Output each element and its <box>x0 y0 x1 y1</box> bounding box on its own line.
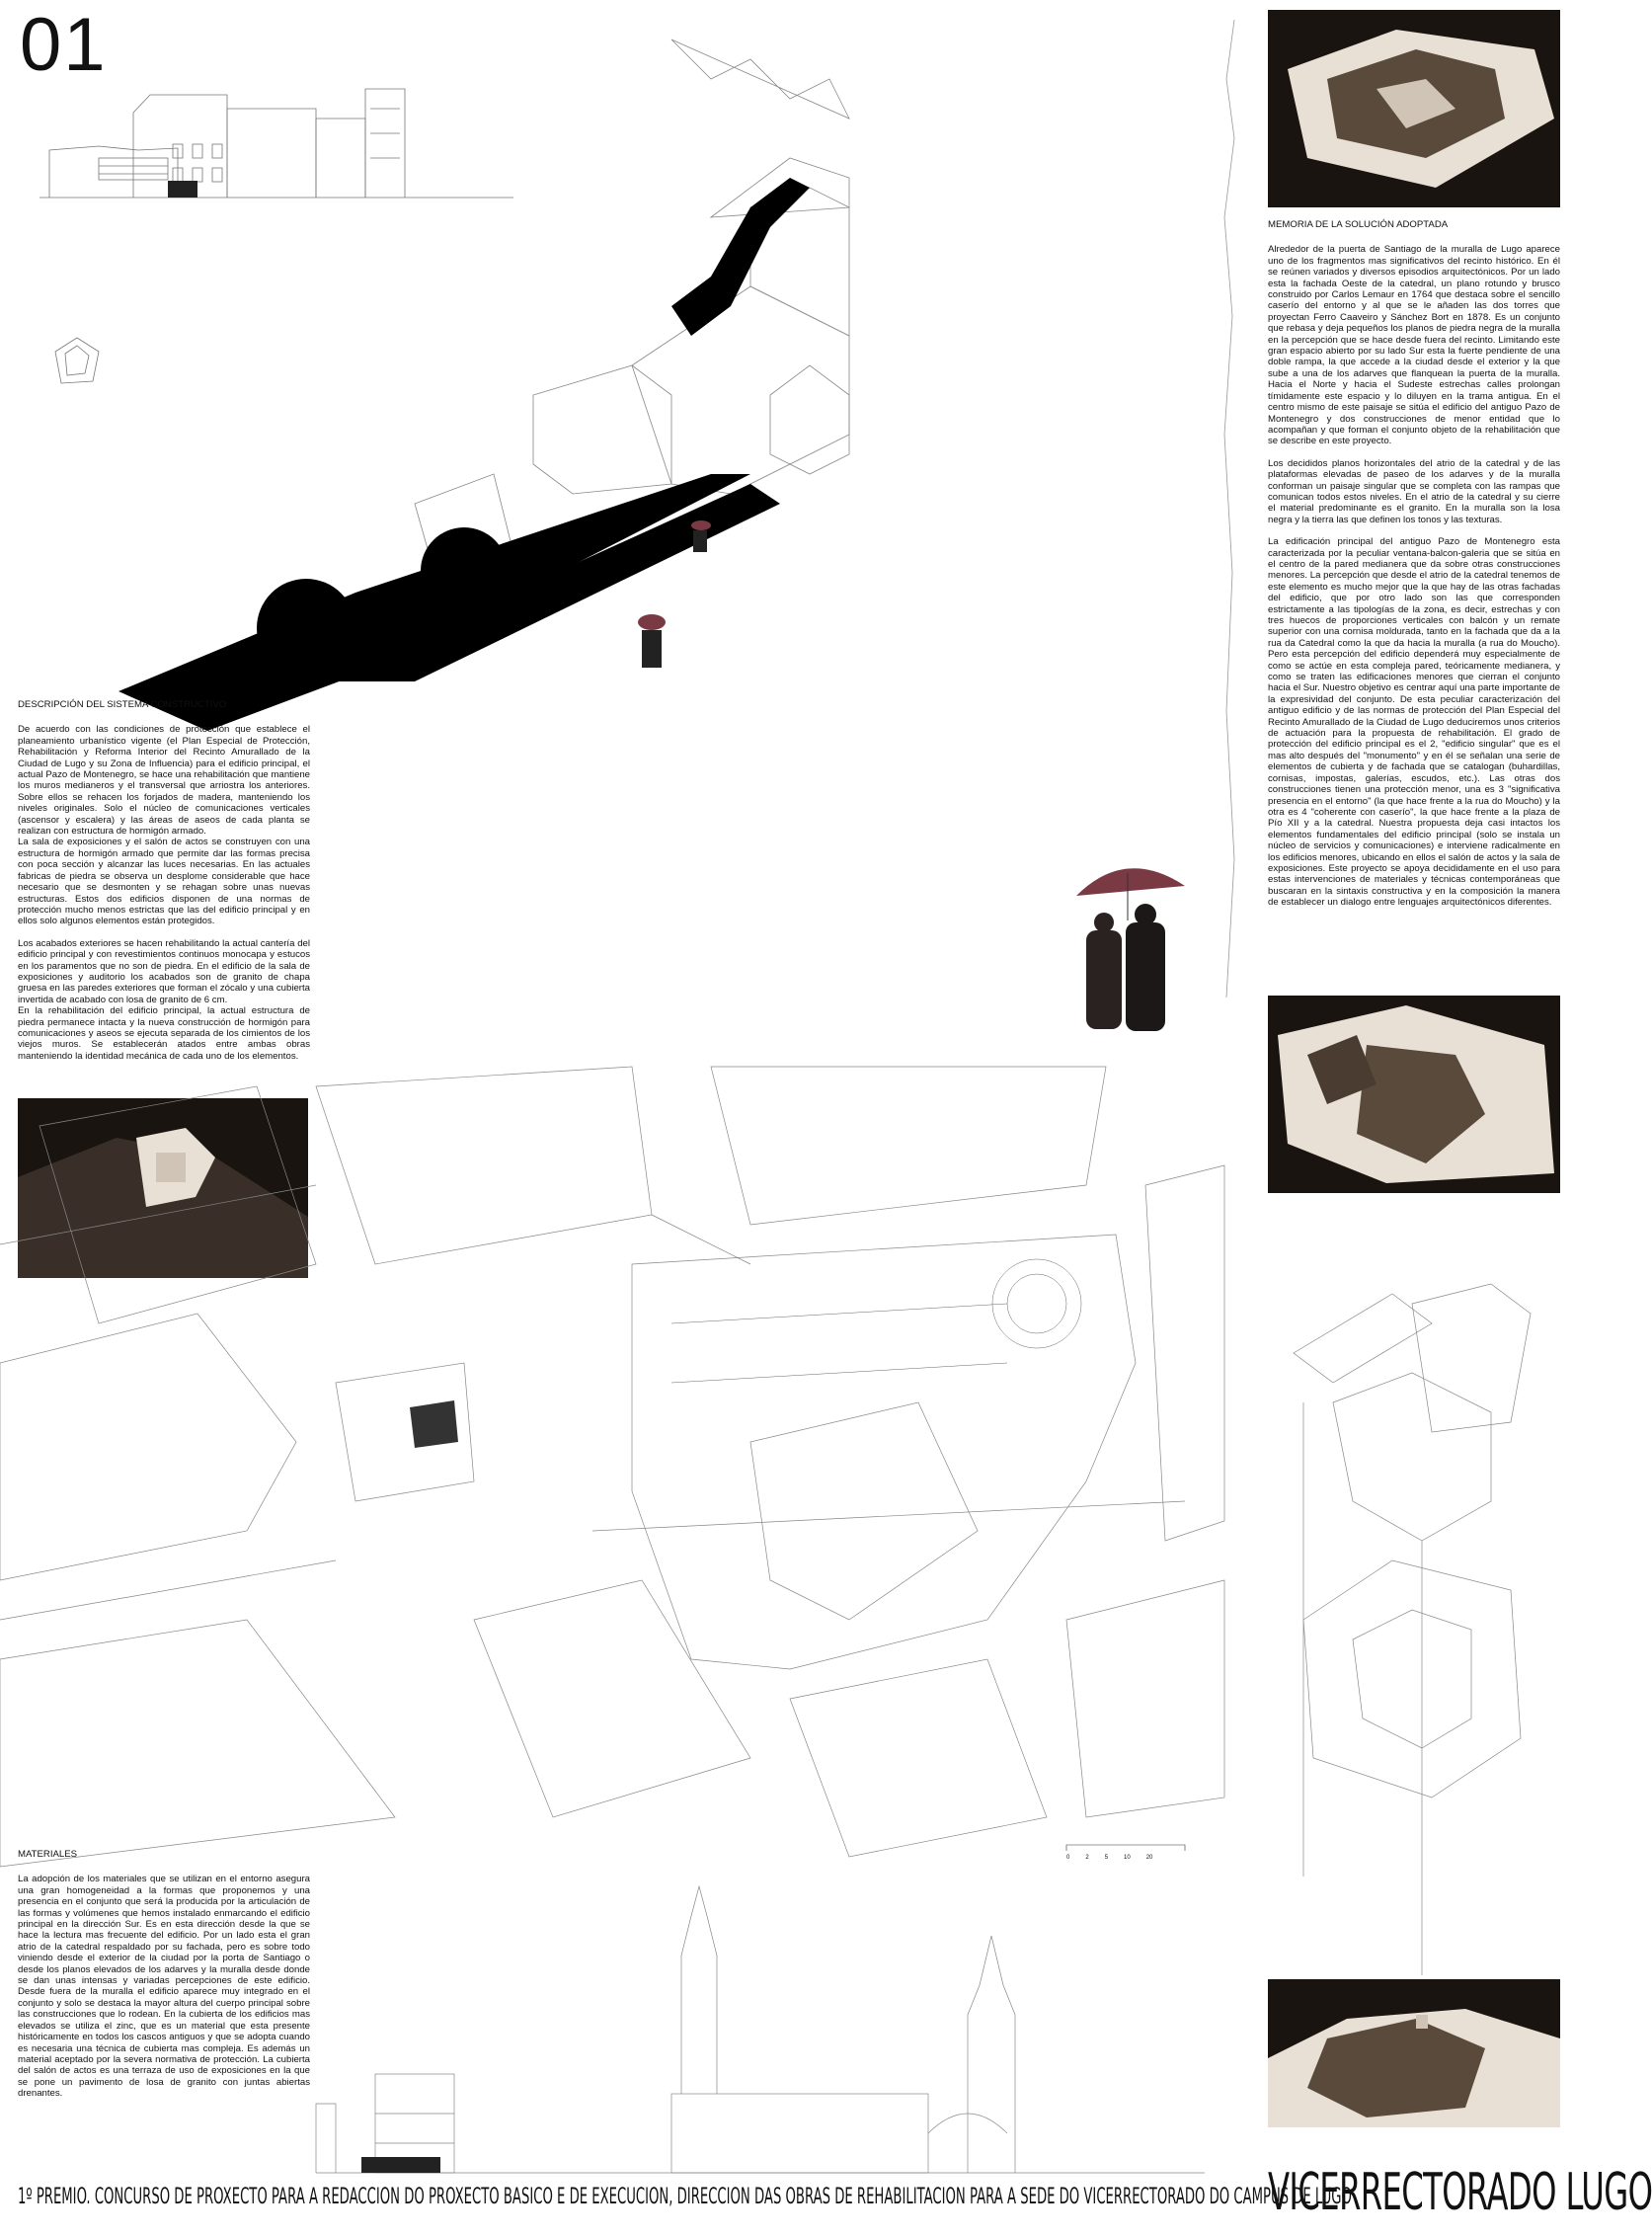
round-tower-right <box>421 527 508 614</box>
site-plan <box>0 1067 1224 1867</box>
section-elevation <box>316 1877 1205 2183</box>
model-photo-top <box>1268 10 1560 207</box>
descripcion-paragraph-1: De acuerdo con las condiciones de protección que establece el planeamiento urbanístico vigente (el Plan Especial de Protección, Rehabilitación y Reforma Interior del Recinto Amurallado de la Ciudad de Lugo y su Zona de Influencia) para el edificio principal, el actual Pazo de Montenegro, se hace una rehabilitación que mantiene los muros medianeros y el transversal que arriostra los anteriores. Sobre ellos se rehacen los forjados de madera, manteniendo los niveles originales. Solo el núcleo de comunicaciones verticales (ascensor y escalera) y las áreas de aseos de cada planta se realizan con estructura de hormigón armado. La sala de exposiciones y el salón de actos se construyen con una estructura de hormigón armado que permite dar las formas precisa con poca sección y alcanzar las luces necesarias. En las actuales fabricas de piedra se observa un desplome considerable que hace necesario que se desmonten y se rehagan sobre unas nuevas estructuras. Estos dos edificios disponen de una normas de protección mucho menos estrictas que las del edificio principal y en ellos solo algunos elementos están protegidos. <box>18 724 310 927</box>
descripcion-section <box>18 699 310 1073</box>
key-plan <box>47 332 107 391</box>
scale-label: 20 <box>1145 1855 1153 1861</box>
axonometric-view <box>118 40 849 691</box>
memoria-paragraph-3: La edificación principal del antiguo Pazo de Montenegro esta caracterizada por la peculiar ventana-balcon-galeria que se sitúa en el centro de la pared medianera que da sobre otras construcciones menores. La percepción que desde el atrio de la catedral tenemos de este elemento es mucho mejor que la que hay de las otras fachadas del edificio, que por otro lado son las que corresponden estrictamente a las tipologías de la zona, es decir, estrechas y con tres huecos de proporciones verticales con balcón y un remate superior con una cornisa moldurada, tanto en la fachada que da a la rua da Catedral como la que da hacia la muralla (a rua do Moucho). Pero esta percepción del edificio dependerá muy especialmente de como se actúe en esta compleja pared, teóricamente medianera, y como se traten las edificaciones menores que cierran el conjunto hacia el Sur. Nuestro objetivo es centrar aquí una parte importante de la expresividad del conjunto. De esta peculiar caracterización del antiguo edificio y de las normas de protección del Plan Especial del Recinto Amurallado de la Ciudad de Lugo deduciremos unos criterios de actuación para la propuesta de rehabilitación. El grado de protección del edificio principal es el 2, "edificio singular" que es el mas alto después del "monumento" y en él se señalan una serie de elementos de cubierta y de fachada que se catalogan (buhardillas, cornisas, impostas, galerías, escudos, etc.). Las otras dos construcciones tienen una protección menor, una es 3 "significativa presencia en el entorno" (la que hace frente a la rua do Moucho) y la otra es 4 "coherente con caserío", la que hace frente a la plaza de Pío XII y a la catedral. Nuestra propuesta deja casi intactos los elementos fundamentales del edificio principal (solo se instala un núcleo de servicios y comunicaciones) e interviene radicalmente en los edificios menores, ubicando en ellos el salón de actos y la sala de exposiciones. Este proyecto se apoya decididamente en el uso para estas intervenciones de materiales y técnicas contemporáneas que buscaran en la sintaxis constructiva y en la composición la manera de establecer un dialogo entre lenguajes arquitectónicos diferentes. <box>1268 536 1560 909</box>
descripcion-heading: DESCRIPCIÓN DEL SISTEMA CONSTRUCTIVO <box>18 699 227 710</box>
scale-label: 5 <box>1104 1855 1109 1861</box>
materiales-section <box>18 1849 310 2111</box>
sheet-number: 01 <box>20 3 108 87</box>
scale-label: 10 <box>1124 1855 1131 1861</box>
scale-label: 0 <box>1066 1855 1070 1861</box>
scale-bar <box>1066 1843 1195 1861</box>
memoria-paragraph-2: Los decididos planos horizontales del atrio de la catedral y de las plataformas elevadas de paseo de los adarves y de la muralla conforman un paisaje singular que se completa con las rampas que comunican todos estos niveles. En el atrio de la catedral y su cierre el material predominante es el granito. En la muralla son la losa negra y la tierra las que definen los tonos y las texturas. <box>1268 457 1560 525</box>
wall-north <box>671 178 810 336</box>
people-umbrella-figure <box>1066 851 1195 1059</box>
materiales-paragraph-1: La adopción de los materiales que se utilizan en el entorno asegura una gran homogeneidad a la formas que proponemos y una presencia en el conjunto que será la producida por la articulación de las formas y volúmenes que hemos instalado enmarcando el edificio principal en la dirección Sur. Es en esta dirección desde la que se hace la lectura mas frecuente del edificio. Por un lado esta el gran atrio de la catedral respaldado por su fachada, pero es sobre todo viniendo desde el exterior de la ciudad por la porta de Santiago o desde los planos elevados de los adarves y la muralla desde donde se dan unas intensas y variadas percepciones de este edificio. Desde fuera de la muralla el edificio aparece muy integrado en el conjunto y solo se destaca la mayor altura del cuerpo principal sobre las construcciones que lo rodean. En la cubierta de los edificios mas elevados se utiliza el zinc, que es un material que esta presente históricamente en todos los cascos antiguos y que se adopta cuando es necesaria una técnica de cubierta mas compleja. Es además un material aceptado por la severa normativa de protección. La cubierta del salón de actos es una terraza de uso de exposiciones en la que se pone un pavimento de losa de granito con juntas abiertas drenantes. <box>18 1874 310 2100</box>
memoria-section <box>1268 219 1560 919</box>
materiales-heading: MATERIALES <box>18 1849 78 1860</box>
scale-label: 2 <box>1085 1855 1089 1861</box>
model-photo-middle <box>1268 996 1560 1193</box>
memoria-paragraph-1: Alrededor de la puerta de Santiago de la muralla de Lugo aparece uno de los fragmentos mas significativos del recinto histórico. En él se reúnen variados y diversos episodios arquitectónicos. Por un lado esta la fachada Oeste de la catedral, un plano rotundo y brusco construido por Carlos Lemaur en 1764 que destaca sobre el sencillo caserío del entorno y al que se le añaden las dos torres que proyectan Ferro Caaveiro y Sánchez Bort en 1878. Es un conjunto que rebasa y deja pequeños los planos de piedra negra de la muralla en la percepción que se hace desde fuera del recinto. Limitando este gran espacio abierto por su lado Sur esta la fuerte pendiente de una doble rampa, la que accede a la ciudad desde el exterior y la que sube a una de los adarves que flanquean la puerta de la muralla. Hacia el Norte y hacia el Sudeste estrechas calles prolongan tímidamente este espacio y lo diluyen en la trama antigua. En el centro mismo de este paisaje se sitúa el edificio del antiguo Pazo de Montenegro y dos construcciones de menor entidad que lo acompañan y que forman el conjunto objeto de la rehabilitación que se describe en este proyecto. <box>1268 244 1560 447</box>
model-photo-bottom <box>1268 1979 1560 2127</box>
round-tower-left <box>257 579 355 678</box>
exploded-axonometric <box>1274 1284 1560 1965</box>
project-title: VICERRECTORADO LUGO <box>1268 2163 1652 2222</box>
descripcion-paragraph-2: Los acabados exteriores se hacen rehabilitando la actual cantería del edificio principal y con revestimientos continuos monocapa y estucos en los paramentos que no son de piedra. En el edificio de la sala de exposiciones y auditorio los acabados son de granito de chapa gruesa en las paredes exteriores que forman el zócalo y una cubierta invertida de acabado con losa de granito de 6 cm. En la rehabilitación del edificio principal, la actual estructura de piedra permanece intacta y la nueva construcción de hormigón para comunicaciones y aseos se ejecuta separada de los cimientos de los viejos muros. Se establecerán atados entre ambas obras manteniendo la identidad mecánica de cada uno de los elementos. <box>18 937 310 1062</box>
competition-caption: 1º PREMIO. CONCURSO DE PROXECTO PARA A REDACCION DO PROXECTO BASICO E DE EXECUCION, DIRECCION DAS OBRAS DE REHABILITACION PARA A SEDE DO VICERRECTORADO DO CAMPUS DE LUGO <box>18 2185 1352 2209</box>
memoria-heading: MEMORIA DE LA SOLUCIÓN ADOPTADA <box>1268 219 1449 230</box>
right-edge-drawing <box>1222 20 1246 998</box>
